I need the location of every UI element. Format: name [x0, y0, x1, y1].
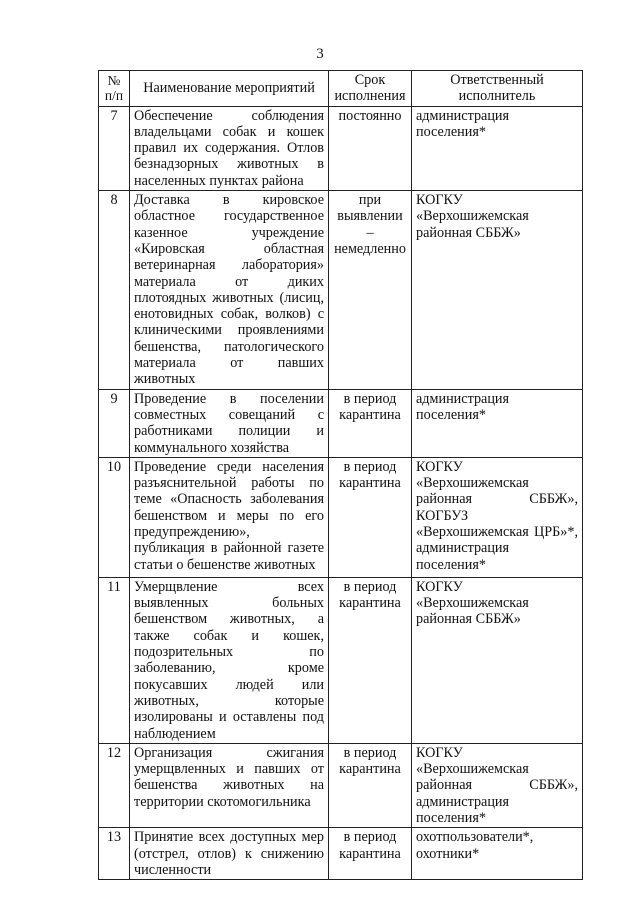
table-header [99, 71, 583, 107]
measure-name: Принятие всех доступных мер (отстрел, отлов) к снижению численности [130, 828, 329, 880]
row-number: 9 [99, 389, 130, 457]
measure-name: Умерщвление всех выявленных больных бешенством животных, а также собак и кошек, подозрительных по заболеванию, кроме покусавших людей или животных, которые изолированы и оставлены под наблюдением [130, 577, 329, 743]
header-responsible: Ответственный исполнитель [412, 71, 583, 107]
measure-name: Организация сжигания умерщвленных и павших от бешенства животных на территории скотомогильника [130, 743, 329, 827]
row-number: 12 [99, 743, 130, 827]
measure-term: постоянно [329, 106, 412, 190]
measure-name: Доставка в кировское областное государственное казенное учреждение «Кировская областная ветеринарная лаборатория» материала от диких плотоядных животных (лисиц, енотовидных собак, волков) с клиническими проявлениями бешенства, патологического материала от павших животных [130, 191, 329, 390]
row-number: 10 [99, 457, 130, 577]
row-number: 7 [99, 106, 130, 190]
measure-name: Проведение среди населения разъяснительной работы по теме «Опасность заболевания бешенством и меры по его предупреждению», публикация в районной газете статьи о бешенстве животных [130, 457, 329, 577]
measure-responsible: администрация поселения* [412, 389, 583, 457]
header-measure-name: Наименование мероприятий [130, 71, 329, 107]
table-body [99, 106, 583, 880]
table-row [99, 389, 583, 457]
header-number: № п/п [99, 71, 130, 107]
page-number: 3 [316, 46, 324, 62]
row-number: 8 [99, 191, 130, 390]
measure-term: при выявлении – немедленно [329, 191, 412, 390]
table-row [99, 577, 583, 743]
measure-responsible: администрация поселения* [412, 106, 583, 190]
measure-name: Проведение в поселении совместных совещаний с работниками полиции и коммунального хозяйства [130, 389, 329, 457]
measure-term: в период карантина [329, 743, 412, 827]
table-row [99, 191, 583, 390]
measure-term: в период карантина [329, 828, 412, 880]
measure-responsible: охотпользователи*, охотники* [412, 828, 583, 880]
row-number: 13 [99, 828, 130, 880]
measure-responsible: КОГКУ «Верхошижемская районная СББЖ», администрация поселения* [412, 743, 583, 827]
measure-responsible: КОГКУ «Верхошижемская районная СББЖ» [412, 577, 583, 743]
measure-name: Обеспечение соблюдения владельцами собак и кошек правил их содержания. Отлов безнадзорных животных в населенных пунктах района [130, 106, 329, 190]
measure-term: в период карантина [329, 457, 412, 577]
measure-responsible: КОГКУ «Верхошижемская районная СББЖ», КОГБУЗ «Верхошижемская ЦРБ»*, администрация поселения* [412, 457, 583, 577]
table-row [99, 743, 583, 827]
measure-responsible: КОГКУ «Верхошижемская районная СББЖ» [412, 191, 583, 390]
measures-table [98, 70, 583, 880]
table-row [99, 106, 583, 190]
measure-term: в период карантина [329, 389, 412, 457]
row-number: 11 [99, 577, 130, 743]
table-row [99, 828, 583, 880]
header-row [99, 71, 583, 107]
header-term: Срок исполнения [329, 71, 412, 107]
table-row [99, 457, 583, 577]
measure-term: в период карантина [329, 577, 412, 743]
